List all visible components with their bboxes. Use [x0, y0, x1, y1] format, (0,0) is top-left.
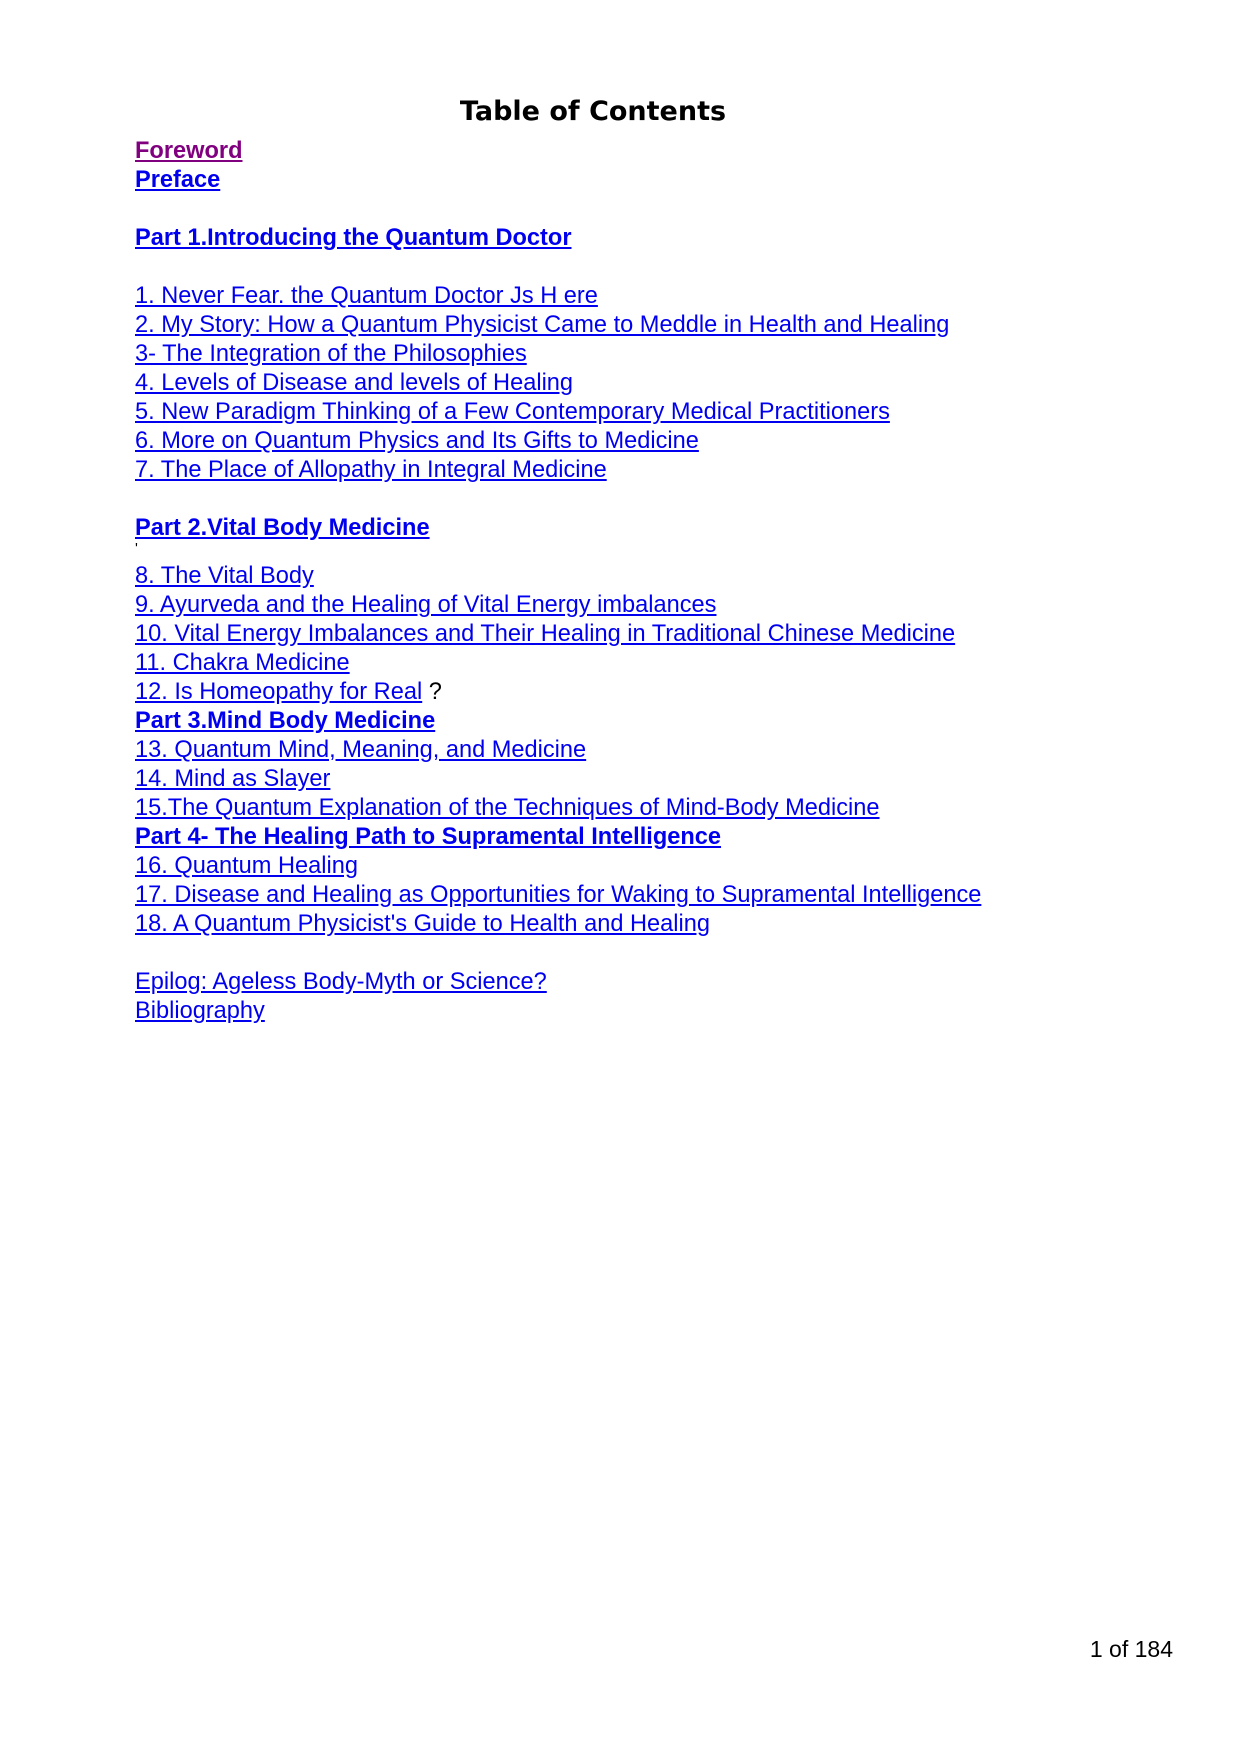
- toc-line: [135, 620, 981, 649]
- toc-link-chapter-18[interactable]: 18. A Quantum Physicist's Guide to Health and Healing: [135, 911, 711, 937]
- toc-link-bibliography[interactable]: Bibliography: [135, 998, 265, 1024]
- toc-link-part-1[interactable]: Part 1.Introducing the Quantum Doctor: [135, 225, 572, 251]
- toc-line: [135, 794, 981, 823]
- toc-link-chapter-17[interactable]: 17. Disease and Healing as Opportunities for Waking to Supramental Intelligence: [135, 882, 982, 908]
- toc-line: [135, 514, 981, 543]
- toc-link-chapter-11[interactable]: 11. Chakra Medicine: [135, 650, 350, 676]
- toc-line: [135, 678, 981, 707]
- stray-tick-mark: ': [135, 540, 138, 557]
- toc-line: [135, 166, 981, 195]
- toc-line: [135, 224, 981, 253]
- toc-line: [135, 340, 981, 369]
- spacer: [135, 253, 981, 282]
- toc-line: [135, 968, 981, 997]
- toc-link-chapter-4[interactable]: 4. Levels of Disease and levels of Healing: [135, 370, 574, 396]
- toc-link-chapter-3[interactable]: 3- The Integration of the Philosophies: [135, 341, 527, 367]
- toc-line: [135, 137, 981, 166]
- toc-line: [135, 427, 981, 456]
- page-number: 1 of 184: [1089, 1636, 1173, 1662]
- toc-link-chapter-10[interactable]: 10. Vital Energy Imbalances and Their Healing in Traditional Chinese Medicine: [135, 621, 956, 647]
- toc-link-preface[interactable]: Preface: [135, 167, 221, 193]
- toc-line: [135, 765, 981, 794]
- toc-line: [135, 649, 981, 678]
- toc-line: [135, 707, 981, 736]
- spacer: [135, 485, 981, 514]
- toc-link-chapter-13[interactable]: 13. Quantum Mind, Meaning, and Medicine: [135, 737, 587, 763]
- toc-line: [135, 562, 981, 591]
- toc-link-chapter-14[interactable]: 14. Mind as Slayer: [135, 766, 331, 792]
- toc-link-epilog[interactable]: Epilog: Ageless Body-Myth or Science?: [135, 969, 547, 995]
- page-title: Table of Contents: [459, 96, 727, 127]
- toc-line: [135, 591, 981, 620]
- toc-line: [135, 881, 981, 910]
- toc-link-chapter-2[interactable]: 2. My Story: How a Quantum Physicist Came to Meddle in Health and Healing: [135, 312, 950, 338]
- toc-link-foreword[interactable]: Foreword: [135, 138, 243, 164]
- toc-line: [135, 456, 981, 485]
- toc-link-part-4[interactable]: Part 4- The Healing Path to Supramental Intelligence: [135, 824, 722, 850]
- toc-line: [135, 997, 981, 1026]
- toc-link-chapter-5[interactable]: 5. New Paradigm Thinking of a Few Contemporary Medical Practitioners: [135, 399, 890, 425]
- toc-link-chapter-7[interactable]: 7. The Place of Allopathy in Integral Medicine: [135, 457, 607, 483]
- toc-line: [135, 282, 981, 311]
- spacer: [135, 939, 981, 968]
- table-of-contents: [135, 137, 981, 1026]
- toc-line: [135, 823, 981, 852]
- spacer: [135, 195, 981, 224]
- toc-link-chapter-9[interactable]: 9. Ayurveda and the Healing of Vital Energy imbalances: [135, 592, 717, 618]
- toc-link-chapter-15[interactable]: 15.The Quantum Explanation of the Techniques of Mind-Body Medicine: [135, 795, 880, 821]
- toc-link-chapter-12[interactable]: 12. Is Homeopathy for Real: [135, 679, 423, 705]
- toc-link-chapter-8[interactable]: 8. The Vital Body: [135, 563, 314, 589]
- toc-line: [135, 398, 981, 427]
- toc-link-part-2[interactable]: Part 2.Vital Body Medicine: [135, 515, 430, 541]
- toc-link-chapter-6[interactable]: 6. More on Quantum Physics and Its Gifts to Medicine: [135, 428, 699, 454]
- chapter-12-suffix: ?: [422, 679, 442, 705]
- toc-line: [135, 369, 981, 398]
- toc-line: [135, 311, 981, 340]
- toc-line: [135, 736, 981, 765]
- toc-link-chapter-16[interactable]: 16. Quantum Healing: [135, 853, 358, 879]
- toc-link-chapter-1[interactable]: 1. Never Fear. the Quantum Doctor Js H ere: [135, 283, 598, 309]
- toc-line: [135, 852, 981, 881]
- toc-line: [135, 910, 981, 939]
- toc-link-part-3[interactable]: Part 3.Mind Body Medicine: [135, 708, 436, 734]
